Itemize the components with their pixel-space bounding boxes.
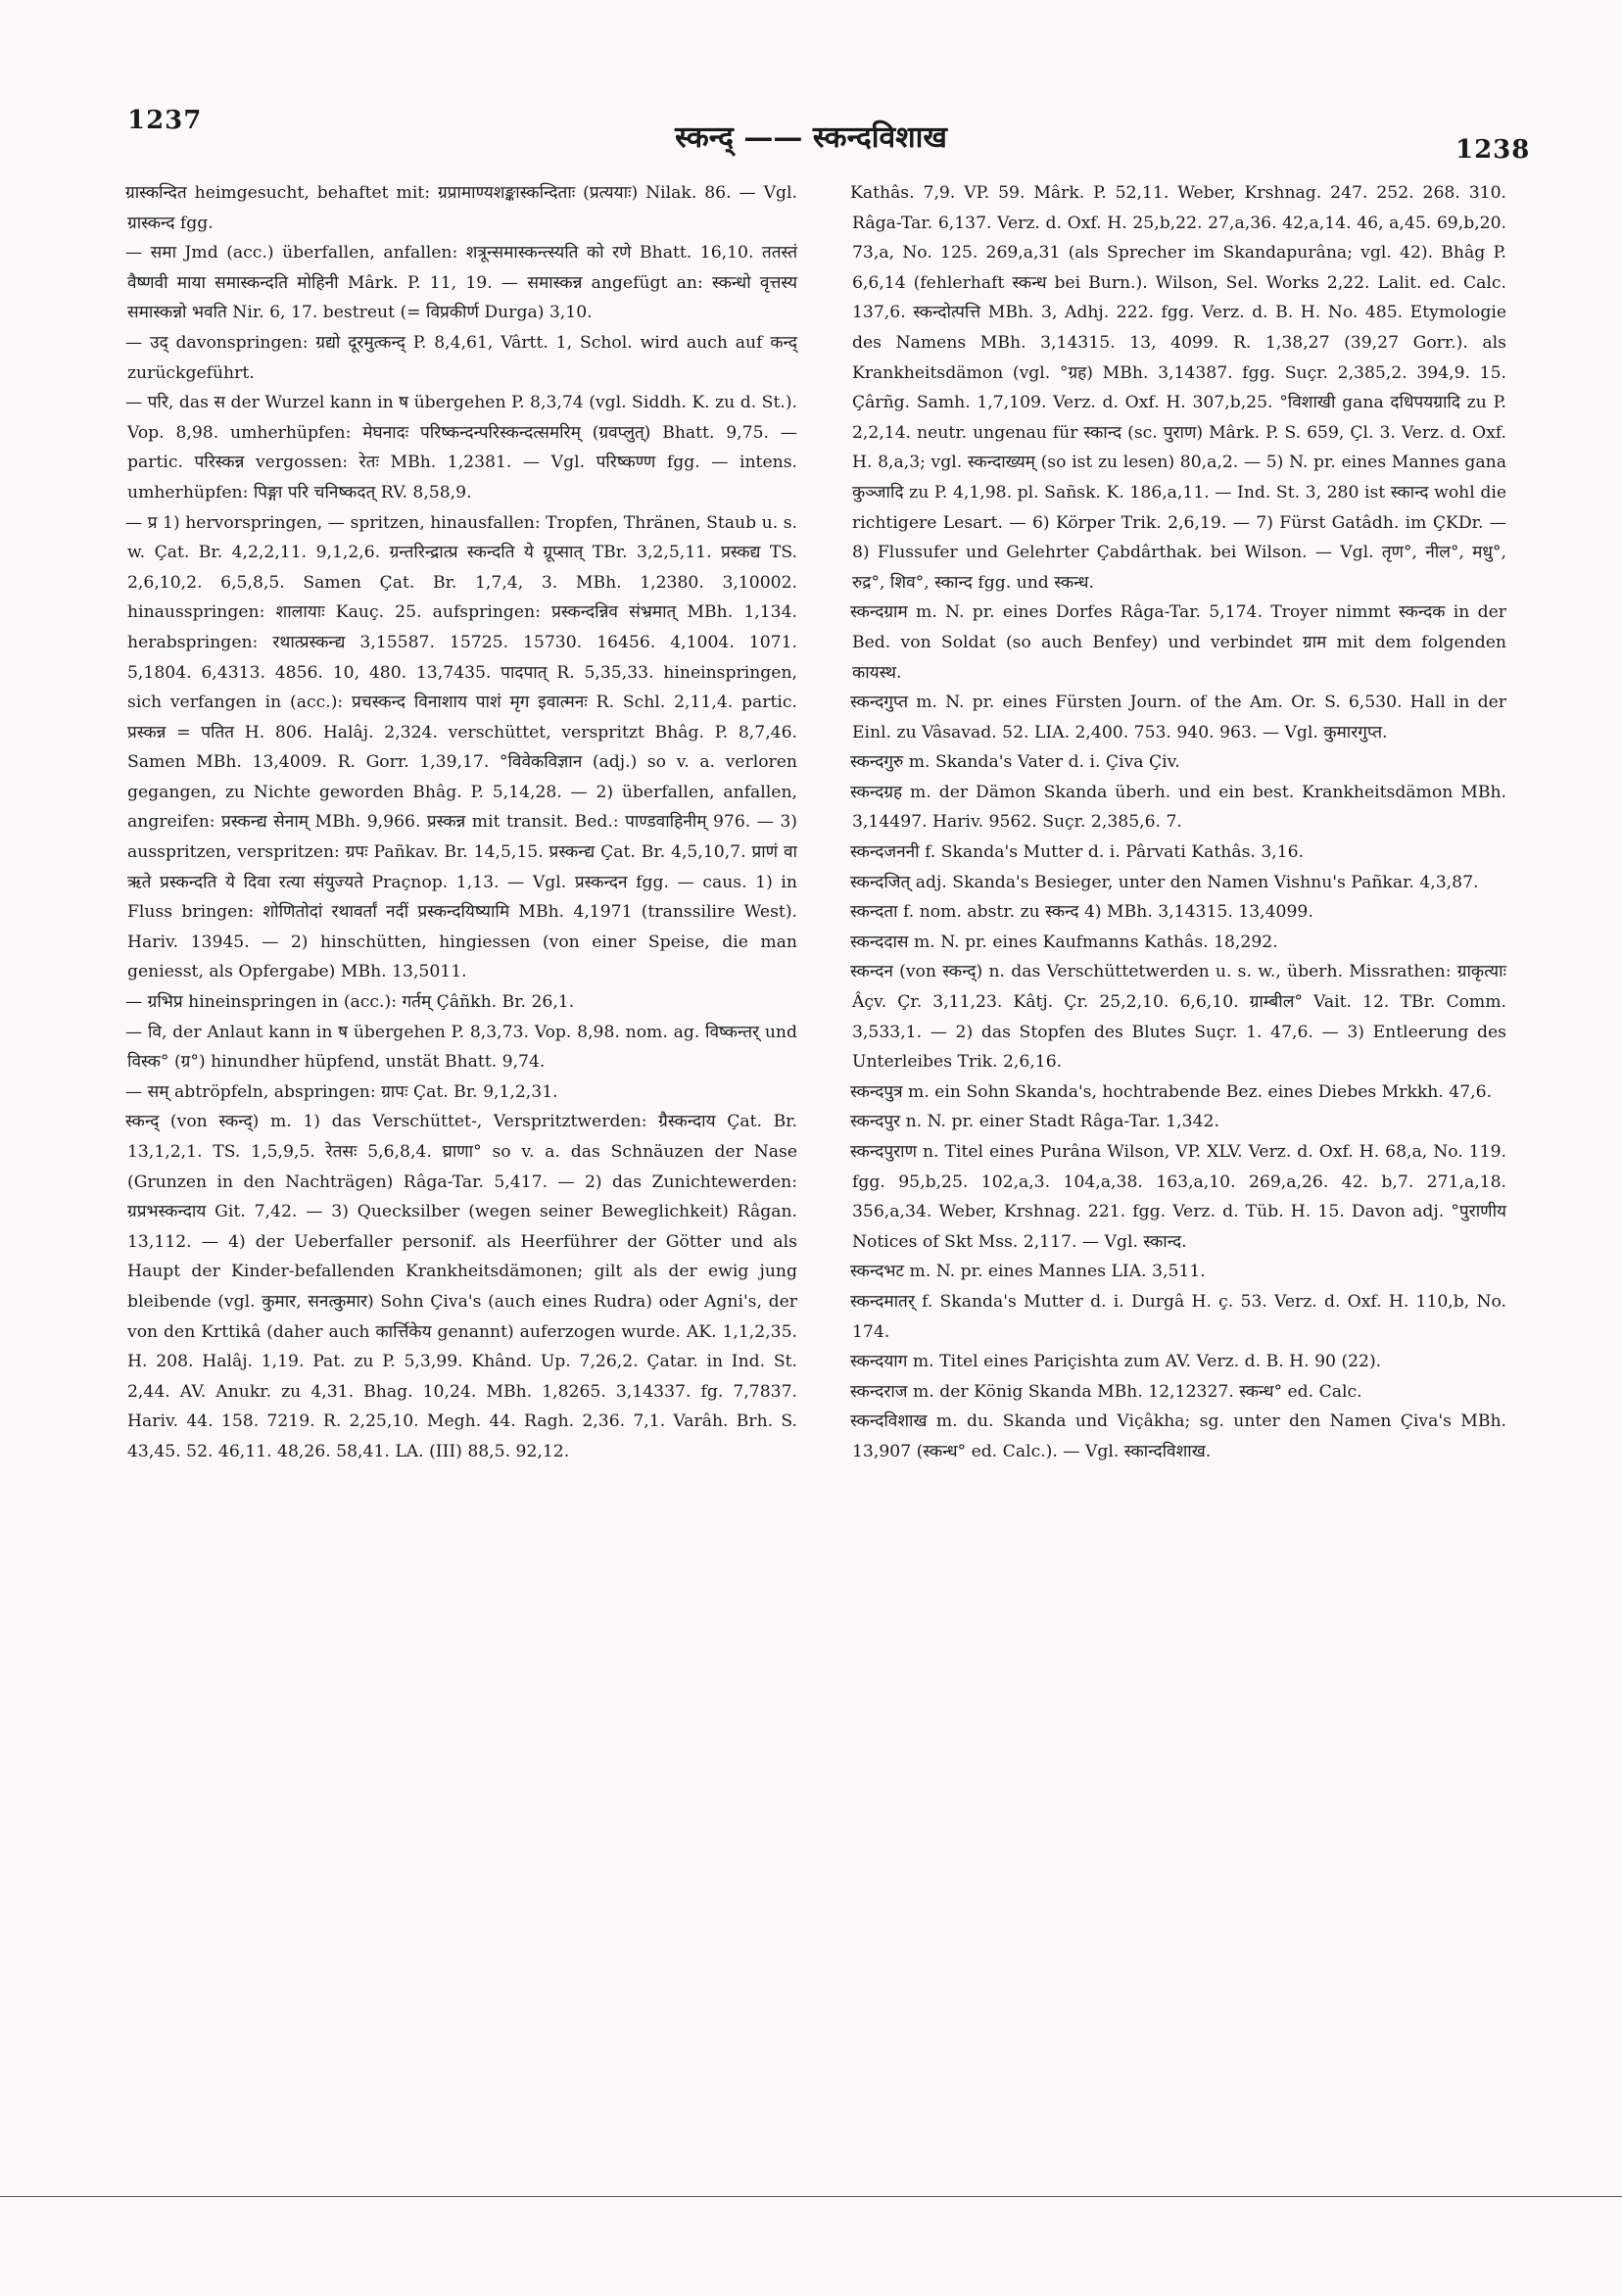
- entry-vi: — वि, der Anlaut kann in ष übergehen P. 8,3,73. Vop. 8,98. nom. ag. विष्कन्तर् und विस्क° (ग्र°) hinundher hüpfend, unstät Bhatt. 9,74.: [125, 1022, 797, 1073]
- entry-skandayaga: स्कन्दयाग m. Titel eines Pariçishta zum AV. Verz. d. B. H. 90 (22).: [850, 1352, 1382, 1372]
- entry-skandagupta: स्कन्दगुप्त m. N. pr. eines Fürsten Journ. of the Am. Or. S. 6,530. Hall in der Einl. zu Vâsavad. 52. LIA. 2,400. 753. 940. 963. — Vgl. कुमारगुप्त.: [850, 693, 1506, 742]
- entry-ud: — उद् davonspringen: ग्रद्यो दूरमुत्कन्द् P. 8,4,61, Vârtt. 1, Schol. wird auch auf कन्द् zurückgeführt.: [125, 332, 797, 383]
- running-head: स्कन्द् —— स्कन्दविशाख: [675, 120, 947, 155]
- entry-skanda: स्कन्द् (von स्कन्द्) m. 1) das Verschüttet-, Verspritztwerden: ग्रैस्कन्दाय Çat. Br. 13,1,2,1. TS. 1,5,9,5. रेतसः 5,6,8,4. घ्राणा° so v. a. das Schnäuzen der Nase (Grunzen in den Nachträgen) Râga-Tar. 5,417. — 2) das Zunichtewerden: ग्रप्रभस्कन्दाय Git. 7,42. — 3) Quecksilber (wegen seiner Beweglichkeit) Râgan. 13,112. — 4) der Ueberfaller personif. als Heerführer der Götter und als Haupt der Kinder-befallenden Krankheitsdämonen; gilt als der ewig jung bleibende (vgl. कुमार, सनत्कुमार) Sohn Çiva's (auch eines Rudra) oder Agni's, der von den Krttikâ (daher auch कार्त्तिकेय genannt) auferzogen wurde. AK. 1,1,2,35. H. 208. Halâj. 1,19. Pat. zu P. 5,3,99. Khând. Up. 7,26,2. Çatar. in Ind. St. 2,44. AV. Anukr. zu 4,31. Bhag. 10,24. MBh. 1,8265. 3,14337. fg. 7,7837. Hariv. 44. 158. 7219. R. 2,25,10. Megh. 44. Ragh. 2,36. 7,1. Varâh. Brh. S. 43,45. 52. 46,11. 48,26. 58,41. LA. (III) 88,5. 92,12.: [125, 1112, 797, 1461]
- page-number-left: 1237: [127, 106, 203, 135]
- entry-skandagraha: स्कन्दग्रह m. der Dämon Skanda überh. und ein best. Krankheitsdämon MBh. 3,14497. Hariv. 9562. Suçr. 2,385,6. 7.: [850, 782, 1506, 833]
- entry-skandaputra: स्कन्दपुत्र m. ein Sohn Skanda's, hochtrabende Bez. eines Diebes Mrkkh. 47,6.: [850, 1081, 1493, 1102]
- entry-skandaguru: स्कन्दगुरु m. Skanda's Vater d. i. Çiva Çiv.: [850, 752, 1180, 773]
- entry-skandabhata: स्कन्दभट m. N. pr. eines Mannes LIA. 3,511.: [850, 1262, 1206, 1282]
- entry-skandapurana: स्कन्दपुराण n. Titel eines Purâna Wilson, VP. XLV. Verz. d. Oxf. H. 68,a, No. 119. fgg. 95,b,25. 102,a,3. 104,a,38. 163,a,10. 269,a,26. 42. b,7. 271,a,18. 356,a,34. Weber, Krshnag. 221. fgg. Verz. d. Tüb. H. 15. Davon adj. °पुराणीय Notices of Skt Mss. 2,117. — Vgl. स्कान्द.: [850, 1142, 1506, 1252]
- entry-skandapura: स्कन्दपुर n. N. pr. einer Stadt Râga-Tar. 1,342.: [850, 1112, 1219, 1132]
- entry-skandadasa: स्कन्ददास m. N. pr. eines Kaufmanns Kathâs. 18,292.: [850, 932, 1278, 952]
- entry-skandavisakha: स्कन्दविशाख m. du. Skanda und Viçâkha; sg. unter den Namen Çiva's MBh. 13,907 (स्कन्ध° ed. Calc.). — Vgl. स्कान्दविशाख.: [850, 1411, 1506, 1461]
- entry-pra: — प्र 1) hervorspringen, — spritzen, hinausfallen: Tropfen, Thränen, Staub u. s. w. Çat. Br. 4,2,2,11. 9,1,2,6. ग्रन्तरिन्द्रात्प्र स्कन्दति ये ग्रूप्सात् TBr. 3,2,5,11. प्रस्कद्य TS. 2,6,10,2. 6,5,8,5. Samen Çat. Br. 1,7,4, 3. MBh. 1,2380. 3,10002. hinausspringen: शालायाः Kauç. 25. aufspringen: प्रस्कन्दन्निव संभ्रमात् MBh. 1,134. herabspringen: रथात्प्रस्कन्द्य 3,15587. 15725. 15730. 16456. 4,1004. 1071. 5,1804. 6,4313. 4856. 10, 480. 13,7435. पादपात् R. 5,35,33. hineinspringen, sich verfangen in (acc.): प्रचस्कन्द विनाशाय पाशं मृग इवात्मनः R. Schl. 2,11,4. partic. प्रस्कन्न = पतित H. 806. Halâj. 2,324. verschüttet, verspritzt Bhâg. P. 8,7,46. Samen MBh. 13,4009. R. Gorr. 1,39,17. °विवेकविज्ञान (adj.) so v. a. verloren gegangen, zu Nichte geworden Bhâg. P. 5,14,28. — 2) überfallen, anfallen, angreifen: प्रस्कन्द्य सेनाम् MBh. 9,966. प्रस्कन्न mit transit. Bed.: पाण्डवाहिनीम् 976. — 3) ausspritzen, verspritzen: ग्रपः Pañkav. Br. 14,5,15. प्रस्कन्द्य Çat. Br. 4,5,10,7. प्राणं वा ऋते प्रस्कन्दति ये दिवा रत्या संयुज्यते Praçnop. 1,13. — Vgl. प्रस्कन्दन fgg. — caus. 1) in Fluss bringen: शोणितोदां रथावर्तां नदीं प्रस्कन्दयिष्यामि MBh. 4,1971 (transsilire West). Hariv. 13945. — 2) hinschütten, hingiessen (von einer Speise, die man geniesst, als Opfergabe) MBh. 13,5011.: [125, 512, 797, 982]
- page-number-right: 1238: [1455, 135, 1531, 165]
- entry-skandata: स्कन्दता f. nom. abstr. zu स्कन्द 4) MBh. 3,14315. 13,4099.: [850, 902, 1313, 923]
- entry-skanda-cont: Kathâs. 7,9. VP. 59. Mârk. P. 52,11. Weber, Krshnag. 247. 252. 268. 310. Râga-Tar. 6,137. Verz. d. Oxf. H. 25,b,22. 27,a,36. 42,a,14. 46, a,45. 69,b,20. 73,a, No. 125. 269,a,31 (als Sprecher im Skandapurâna; vgl. 42). Bhâg P. 6,6,14 (fehlerhaft स्कन्ध bei Burn.). Wilson, Sel. Works 2,22. Lalit. ed. Calc. 137,6. स्कन्दोत्पत्ति MBh. 3, Adhj. 222. fgg. Verz. d. B. H. No. 485. Etymologie des Namens MBh. 3,14315. 13, 4099. R. 1,38,27 (39,27 Gorr.). als Krankheitsdämon (vgl. °ग्रह) MBh. 3,14387. fgg. Suçr. 2,385,2. 394,9. 15. Çârñg. Samh. 1,7,109. Verz. d. Oxf. H. 307,b,25. °विशाखी gana दधिपयग्रादि zu P. 2,2,14. neutr. ungenau für स्कान्द (sc. पुराण) Mârk. P. S. 659, Çl. 3. Verz. d. Oxf. H. 8,a,3; vgl. स्कन्दाख्यम् (so ist zu lesen) 80,a,2. — 5) N. pr. eines Mannes gana कुञ्जादि zu P. 4,1,98. pl. Sañsk. K. 186,a,11. — Ind. St. 3, 280 ist स्कान्द wohl die richtigere Lesart. — 6) Körper Trik. 2,6,19. — 7) Fürst Gatâdh. im ÇKDr. — 8) Flussufer und Gelehrter Çabdârthak. bei Wilson. — Vgl. तृण°, नील°, मधु°, रुद्र°, शिव°, स्कान्द fgg. und स्कन्ध.: [850, 183, 1506, 593]
- entry-sam: — सम् abtröpfeln, abspringen: ग्रापः Çat. Br. 9,1,2,31.: [125, 1081, 558, 1102]
- entry-skandaraja: स्कन्दराज m. der König Skanda MBh. 12,12327. स्कन्ध° ed. Calc.: [850, 1381, 1362, 1402]
- right-column: [852, 178, 1506, 1467]
- entry-skandajanani: स्कन्दजननी f. Skanda's Mutter d. i. Pârvati Kathâs. 3,16.: [850, 842, 1305, 863]
- entry-abhipra: — ग्रभिप्र hineinspringen in (acc.): गर्तम् Çâñkh. Br. 26,1.: [125, 992, 575, 1013]
- entry-pari: — परि, das स der Wurzel kann in ष übergehen P. 8,3,74 (vgl. Siddh. K. zu d. St.). Vop. 8,98. umherhüpfen: मेघनादः परिष्कन्दन्परिस्कन्दत्समरिम् (ग्रवप्लुत्) Bhatt. 9,75. — partic. परिस्कन्न vergossen: रेतः MBh. 1,2381. — Vgl. परिष्कण्ण fgg. — intens. umherhüpfen: पिङ्गा परि चनिष्कदत् RV. 8,58,9.: [125, 393, 797, 502]
- entry-sama: — समा Jmd (acc.) überfallen, anfallen: शत्रून्समास्कन्त्स्यति को रणे Bhatt. 16,10. ततस्तं वैष्णवी माया समास्कन्दति मोहिनी Mârk. P. 11, 19. — समास्कन्न angefügt an: स्कन्धो वृत्तस्य समास्कन्नो भवति Nir. 6, 17. bestreut (= विप्रकीर्ण Durga) 3,10.: [125, 243, 797, 323]
- footer-rule: [0, 2196, 1622, 2197]
- entry-skandamatar: स्कन्दमातर् f. Skanda's Mutter d. i. Durgâ H. ç. 53. Verz. d. Oxf. H. 110,b, No. 174.: [850, 1291, 1506, 1342]
- entry-skandajit: स्कन्दजित् adj. Skanda's Besieger, unter den Namen Vishnu's Pañkar. 4,3,87.: [850, 872, 1479, 892]
- entry-skandagrama: स्कन्दग्राम m. N. pr. eines Dorfes Râga-Tar. 5,174. Troyer nimmt स्कन्दक in der Bed. von Soldat (so auch Benfey) und verbindet ग्राम mit dem folgenden कायस्थ.: [850, 602, 1506, 683]
- entry-askandita: ग्रास्कन्दित heimgesucht, behaftet mit: ग्रप्रामाण्यशङ्कास्कन्दिताः (प्रत्ययाः) Nilak. 86. — Vgl. ग्रास्कन्द fgg.: [125, 183, 797, 233]
- left-column: [127, 178, 797, 1467]
- entry-skandana: स्कन्दन (von स्कन्द्) n. das Verschüttetwerden u. s. w., überh. Missrathen: ग्राकृत्याः Âçv. Çr. 3,11,23. Kâtj. Çr. 25,2,10. 6,6,10. ग्राम्बील° Vait. 12. TBr. Comm. 3,533,1. — 2) das Stopfen des Blutes Suçr. 1. 47,6. — 3) Entleerung des Unterleibes Trik. 2,6,16.: [850, 962, 1506, 1073]
